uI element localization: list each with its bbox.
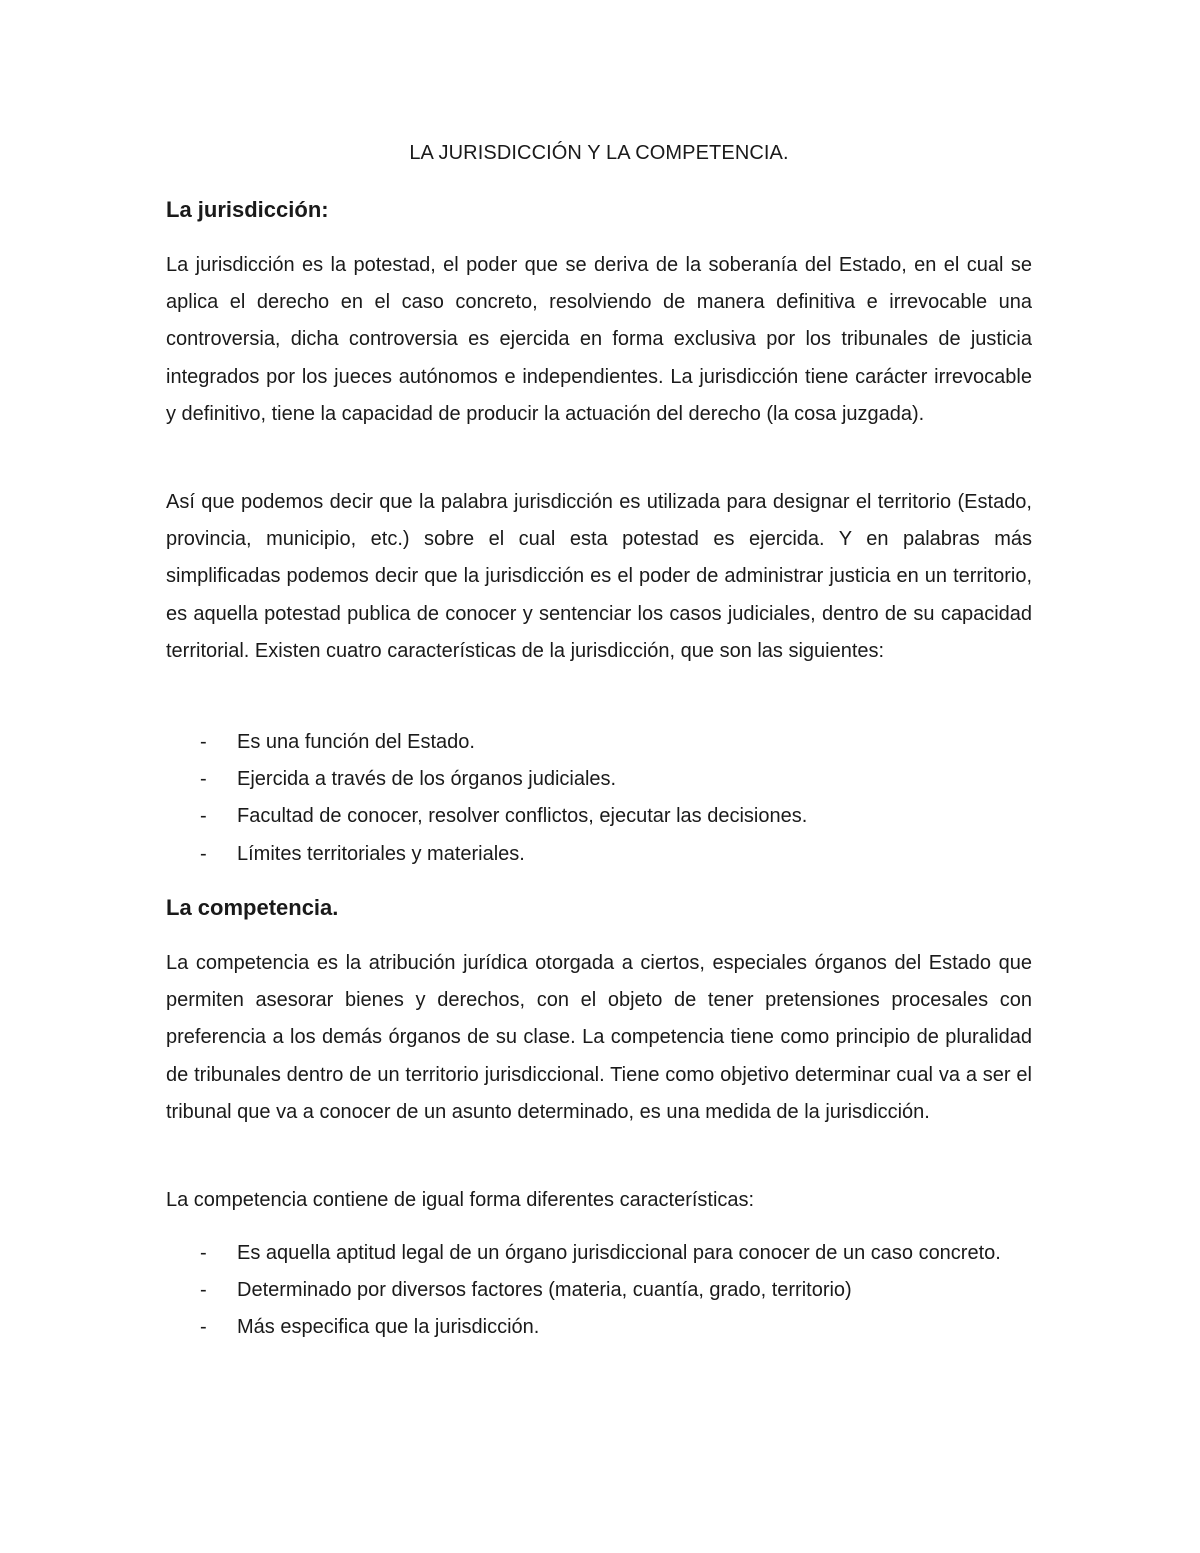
list-item	[166, 761, 1032, 798]
paragraph-jurisdiccion-territory: Así que podemos decir que la palabra jurisdicción es utilizada para designar el territorio (Estado, provincia, municipio, etc.) sobre el cual esta potestad es ejercida. Y en palabras más simplificadas podemos decir que la jurisdicción es el poder de administrar justicia en un territorio, es aquella potestad publica de conocer y sentenciar los casos judiciales, dentro de su capacidad territorial. Existen cuatro características de la jurisdicción, que son las siguientes:	[166, 491, 1032, 662]
list-item-text: Ejercida a través de los órganos judiciales.	[237, 768, 617, 791]
list-item	[166, 724, 1032, 761]
bullet-dash: -	[200, 1242, 207, 1264]
bullet-dash: -	[200, 1316, 207, 1339]
list-item-text: Más especifica que la jurisdicción.	[237, 1316, 540, 1339]
list-item-text: Es aquella aptitud legal de un órgano jurisdiccional para conocer de un caso concreto.	[237, 1242, 1001, 1264]
list-item	[166, 836, 1032, 873]
bullet-dash: -	[200, 768, 207, 791]
list-item	[166, 798, 1032, 835]
list-item-text: Facultad de conocer, resolver conflictos, ejecutar las decisiones.	[237, 805, 808, 828]
list-item	[166, 1235, 1032, 1272]
bullet-dash: -	[200, 805, 207, 828]
list-item	[166, 1309, 1032, 1346]
bullet-dash: -	[200, 842, 207, 865]
list-item-text: Determinado por diversos factores (materia, cuantía, grado, territorio)	[237, 1279, 852, 1302]
list-item-text: Es una función del Estado.	[237, 731, 475, 753]
bullet-dash: -	[200, 731, 207, 753]
paragraph-competencia-definition: La competencia es la atribución jurídica otorgada a ciertos, especiales órganos del Estado que permiten asesorar bienes y derechos, con el objeto de tener pretensiones procesales con preferencia a los demás órganos de su clase. La competencia tiene como principio de pluralidad de tribunales dentro de un territorio jurisdiccional. Tiene como objetivo determinar cual va a ser el tribunal que va a conocer de un asunto determinado, es una medida de la jurisdicción.	[166, 952, 1032, 1123]
section-heading-jurisdiccion: La jurisdicción:	[166, 197, 329, 222]
section-heading-competencia: La competencia.	[166, 895, 339, 920]
list-jurisdiccion-characteristics	[166, 724, 1032, 873]
list-item-text: Límites territoriales y materiales.	[237, 842, 525, 865]
paragraph-competencia-intro: La competencia contiene de igual forma diferentes características:	[166, 1189, 755, 1211]
list-competencia-characteristics	[166, 1235, 1032, 1347]
bullet-dash: -	[200, 1279, 207, 1302]
document-title: LA JURISDICCIÓN Y LA COMPETENCIA.	[409, 142, 789, 164]
list-item	[166, 1272, 1032, 1309]
paragraph-jurisdiccion-definition: La jurisdicción es la potestad, el poder que se deriva de la soberanía del Estado, en el cual se aplica el derecho en el caso concreto, resolviendo de manera definitiva e irrevocable una controversia, dicha controversia es ejercida en forma exclusiva por los tribunales de justicia integrados por los jueces autónomos e independientes. La jurisdicción tiene carácter irrevocable y definitivo, tiene la capacidad de producir la actuación del derecho (la cosa juzgada).	[166, 254, 1032, 425]
